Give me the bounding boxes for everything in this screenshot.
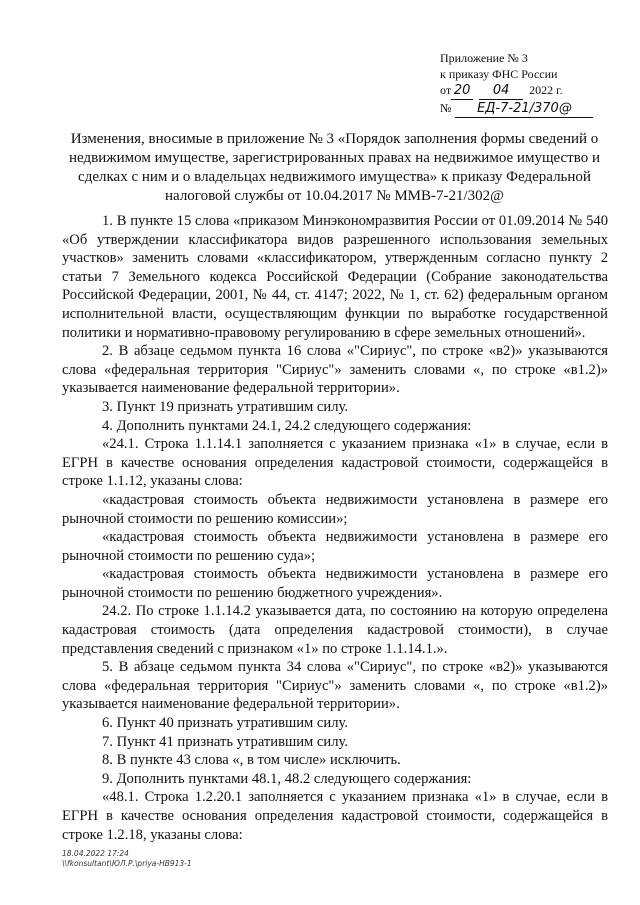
appendix-line-1: Приложение № 3	[440, 51, 528, 65]
paragraph: 7. Пункт 41 признать утратившим силу.	[102, 733, 348, 750]
paragraph: «кадастровая стоимость объекта недвижимости установлена в размере его рыночной стоимости по решению суда»;	[62, 529, 608, 564]
footer-file-path: \\fkonsultant\ЮЛ.Р.\priya-HB913-1	[62, 859, 192, 868]
paragraph: 24.2. По строке 1.1.14.2 указывается дата, по состоянию на которую определена кадастровая стоимость (дата определения кадастровой стоимости), в случае представления сведений с признаком «1» по строке 1.1.14.1.».	[62, 603, 608, 657]
footer-stamp	[62, 849, 192, 869]
paragraph: «48.1. Строка 1.2.20.1 заполняется с указанием признака «1» в случае, если в ЕГРН в качестве основания определения кадастровой стоимости, содержащейся в строке 1.2.18, указаны слова:	[62, 789, 608, 843]
document-title: Изменения, вносимые в приложение № 3 «Порядок заполнения формы сведений о недвижимом имуществе, зарегистрированных правах на недвижимое имущество и сделках с ним и о владельцах недвижимого имущества» к приказу Федеральной налоговой службы от 10.04.2017 № ММВ-7-21/302@	[69, 131, 600, 204]
document-body	[62, 212, 608, 844]
appendix-from-prefix: от	[440, 83, 452, 97]
paragraph: «кадастровая стоимость объекта недвижимости установлена в размере его рыночной стоимости по решению бюджетного учреждения».	[62, 566, 608, 601]
appendix-date-line	[440, 82, 630, 100]
appendix-block	[440, 50, 630, 118]
handwritten-number: ЕД-7-21/370@	[455, 101, 593, 118]
appendix-line-2: к приказу ФНС России	[440, 67, 558, 81]
paragraph: 3. Пункт 19 признать утратившим силу.	[102, 398, 348, 415]
paragraph: «24.1. Строка 1.1.14.1 заполняется с указанием признака «1» в случае, если в ЕГРН в качестве основания определения кадастровой стоимости, содержащейся в строке 1.1.12, указаны слова:	[62, 436, 608, 490]
footer-timestamp: 18.04.2022 17:24	[62, 849, 129, 858]
paragraph: 6. Пункт 40 признать утратившим силу.	[102, 715, 348, 732]
paragraph: 9. Дополнить пунктами 48.1, 48.2 следующего содержания:	[102, 770, 472, 787]
handwritten-day: 20	[451, 83, 473, 100]
paragraph: 5. В абзаце седьмом пункта 34 слова «"Сириус", по строке «в2)» указываются слова «федеральная территория "Сириус"» заменить словами «, по строке «в1.2)» указывается наименование федеральной территории».	[62, 659, 608, 713]
paragraph: 4. Дополнить пунктами 24.1, 24.2 следующего содержания:	[102, 417, 472, 434]
paragraph: 1. В пункте 15 слова «приказом Минэкономразвития России от 01.09.2014 № 540 «Об утверждении классификатора видов разрешенного использования земельных участков» заменить словами «классификатором, утвержденным согласно пункту 2 статьи 7 Земельного кодекса Российской Федерации (Собрание законодательства Российской Федерации, 2001, № 44, ст. 4147; 2022, № 1, ст. 62) федеральным органом исполнительной власти, осуществляющим функции по выработке государственной политики и нормативно-правовому регулированию в сфере земельных отношений».	[62, 213, 608, 341]
paragraph: 8. В пункте 43 слова «, в том числе» исключить.	[102, 752, 401, 769]
paragraph: 2. В абзаце седьмом пункта 16 слова «"Сириус", по строке «в2)» указываются слова «федеральная территория "Сириус"» заменить словами «, по строке «в1.2)» указывается наименование федеральной территории».	[62, 343, 608, 397]
paragraph: «кадастровая стоимость объекта недвижимости установлена в размере его рыночной стоимости по решению комиссии»;	[62, 491, 608, 527]
appendix-year: 2022 г.	[529, 83, 563, 97]
appendix-number-prefix: №	[440, 101, 452, 115]
handwritten-month: 04	[479, 83, 523, 100]
appendix-number-line	[440, 100, 630, 118]
